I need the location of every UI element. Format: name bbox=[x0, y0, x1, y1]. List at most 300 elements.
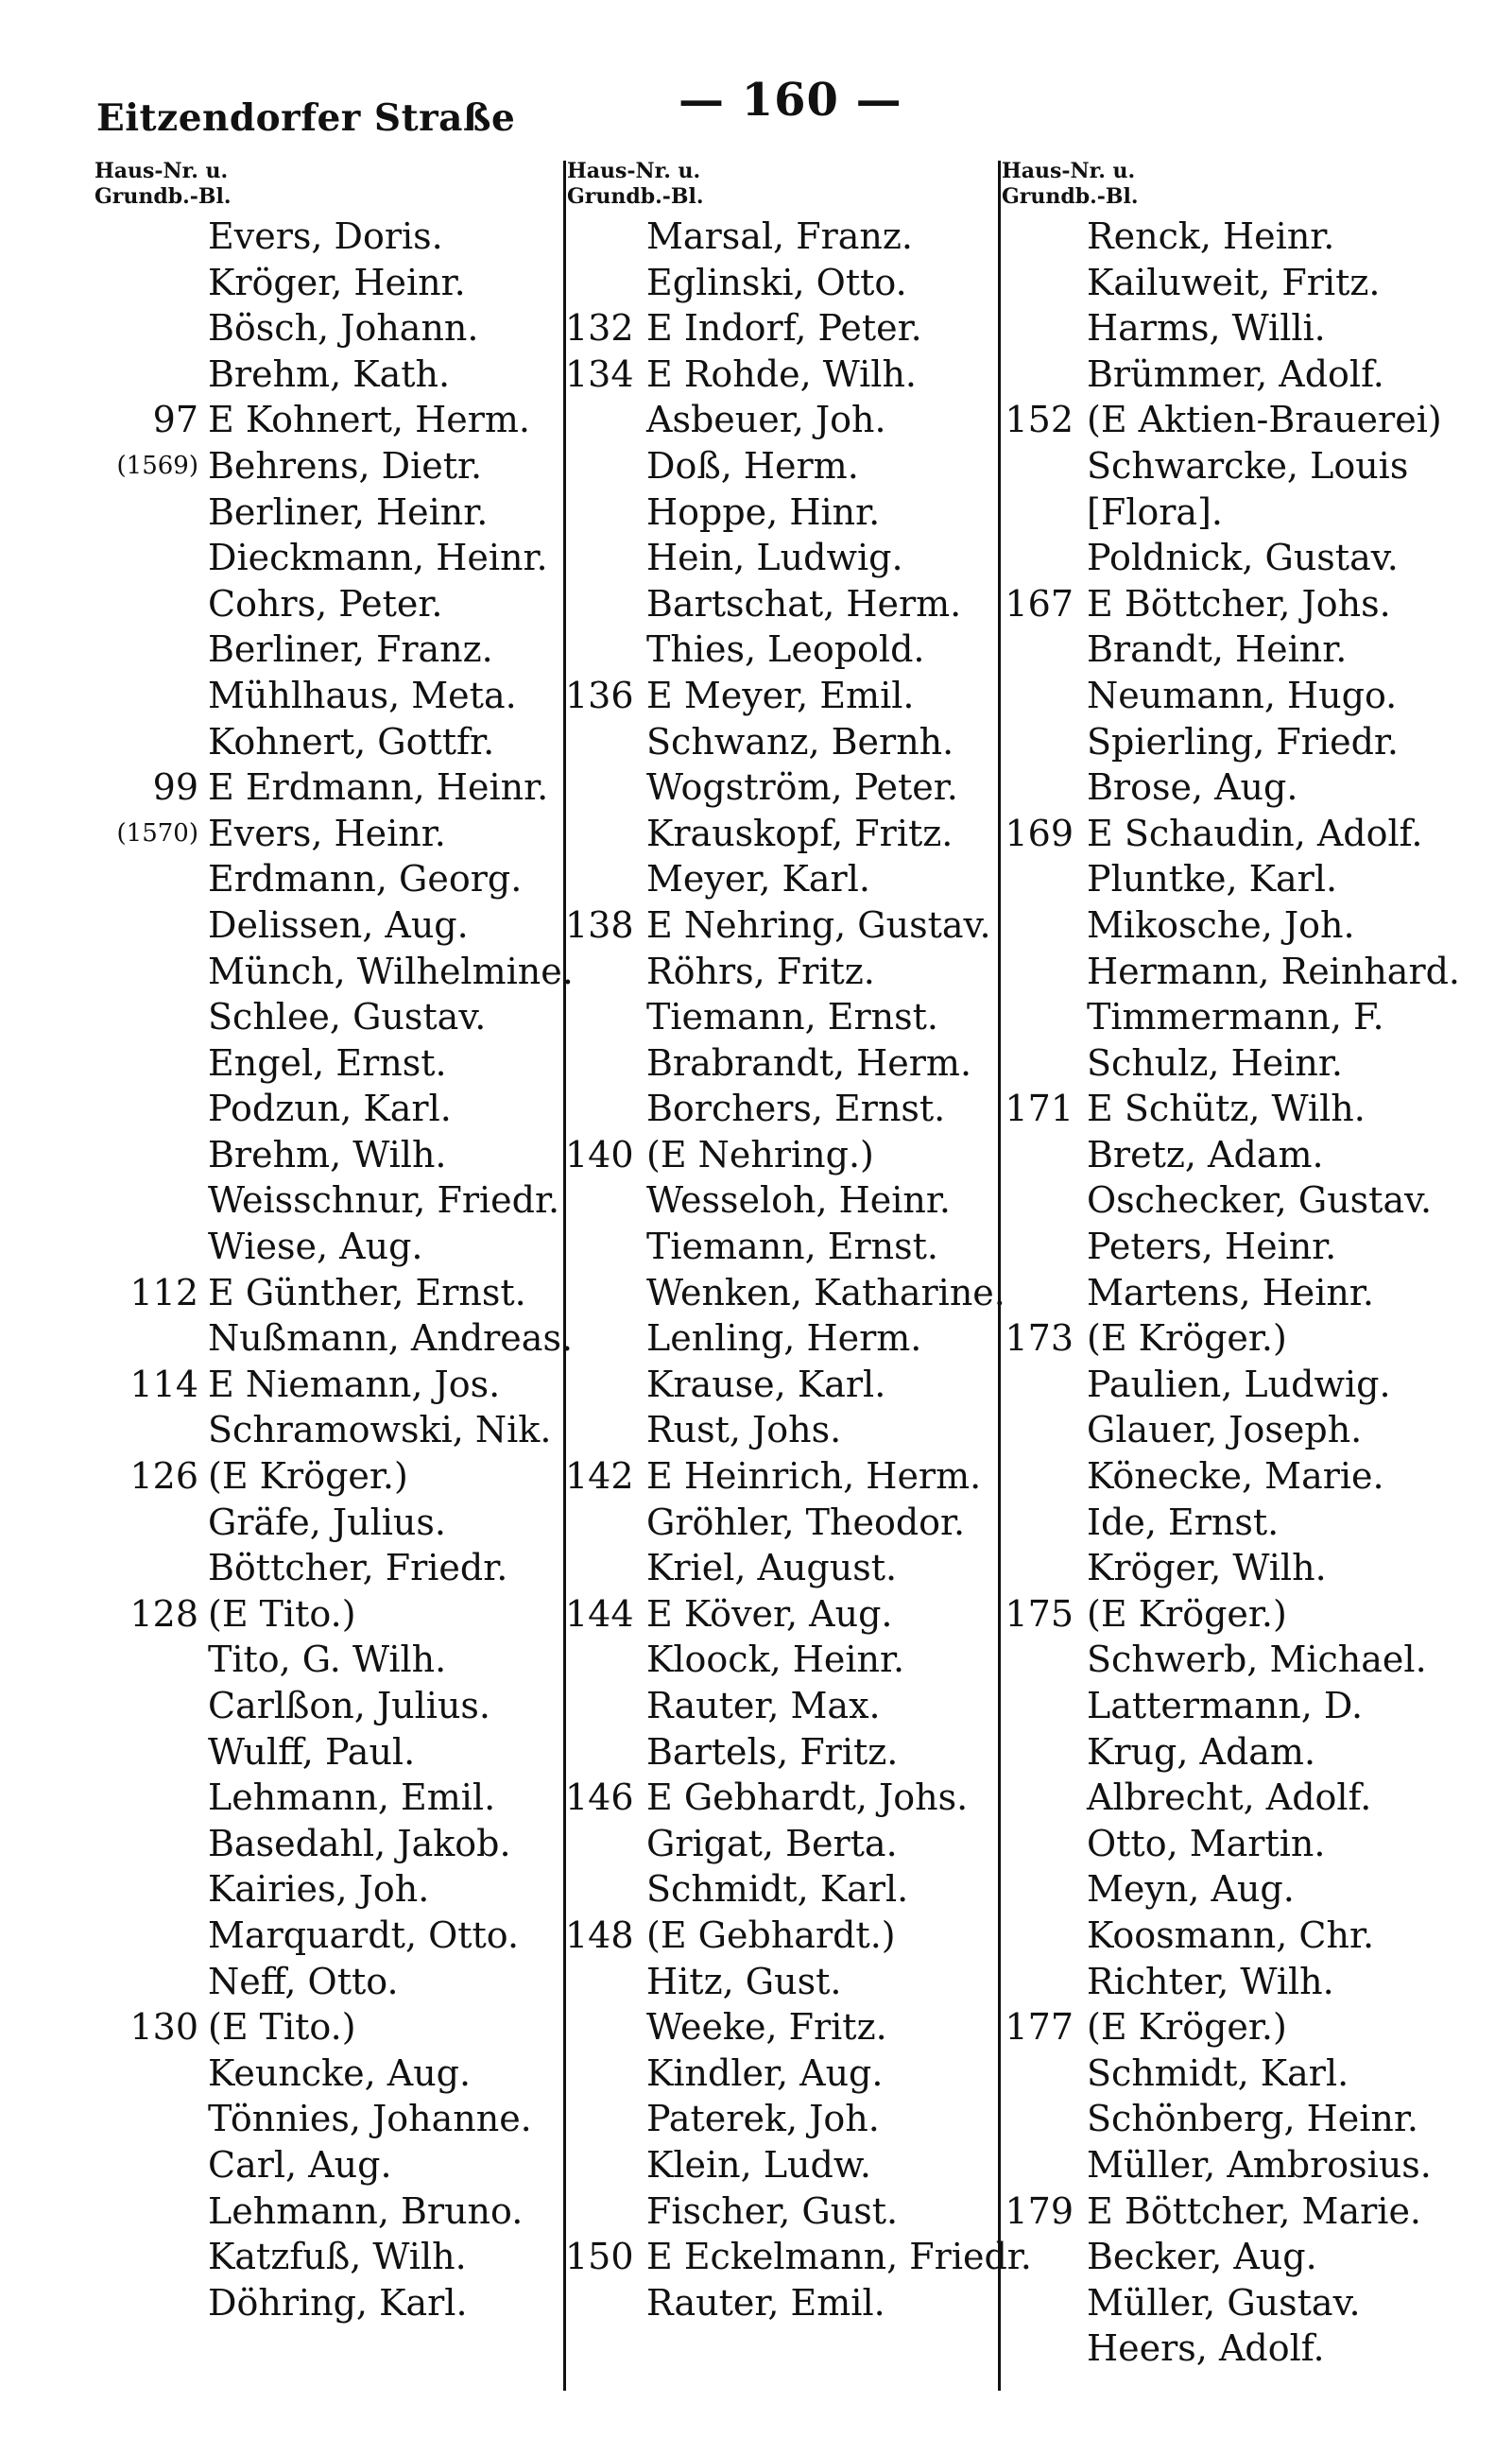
resident-name: Glauer, Joseph. bbox=[1087, 1409, 1363, 1451]
directory-entry bbox=[93, 535, 565, 581]
resident-name: Hein, Ludwig. bbox=[646, 537, 903, 579]
resident-name: Schmidt, Karl. bbox=[1087, 2051, 1349, 2094]
house-number: 140 bbox=[565, 1133, 634, 1176]
directory-entry bbox=[565, 1315, 1000, 1362]
resident-name: Peters, Heinr. bbox=[1087, 1226, 1337, 1268]
directory-entry bbox=[1000, 581, 1472, 627]
resident-name: Kohnert, Gottfr. bbox=[208, 720, 495, 763]
house-number: 99 bbox=[152, 766, 198, 809]
resident-name: Evers, Doris. bbox=[208, 215, 443, 257]
directory-entry bbox=[93, 1086, 565, 1132]
directory-entry bbox=[565, 1913, 1000, 1959]
resident-name: Schwanz, Bernh. bbox=[646, 720, 954, 763]
house-number: 138 bbox=[565, 903, 634, 946]
resident-name: Münch, Wilhelmine. bbox=[208, 950, 574, 992]
directory-entry bbox=[93, 1132, 565, 1178]
entry-list bbox=[565, 214, 1032, 2325]
resident-name: Albrecht, Adolf. bbox=[1087, 1776, 1372, 1819]
directory-entry bbox=[1000, 1545, 1472, 1591]
resident-name: Tiemann, Ernst. bbox=[646, 1226, 939, 1268]
house-number: 112 bbox=[129, 1271, 198, 1313]
directory-entry bbox=[565, 1040, 1000, 1087]
directory-entry bbox=[565, 1591, 1000, 1638]
directory-entry bbox=[565, 1959, 1000, 2005]
directory-entry bbox=[1000, 352, 1472, 398]
directory-entry bbox=[93, 581, 565, 627]
directory-entry bbox=[1000, 811, 1472, 857]
resident-name: Martens, Heinr. bbox=[1087, 1271, 1374, 1313]
directory-entry bbox=[1000, 764, 1472, 811]
directory-entry bbox=[565, 2142, 1000, 2188]
resident-name: (E Nehring.) bbox=[646, 1133, 874, 1176]
resident-name: Timmermann, F. bbox=[1087, 996, 1384, 1038]
directory-entry bbox=[565, 1683, 1000, 1729]
resident-name: Brandt, Heinr. bbox=[1087, 628, 1348, 671]
directory-entry bbox=[93, 1453, 565, 1500]
resident-name: E Erdmann, Heinr. bbox=[208, 766, 549, 809]
resident-name: Krause, Karl. bbox=[646, 1363, 886, 1405]
directory-entry bbox=[1000, 2004, 1472, 2051]
directory-entry bbox=[565, 902, 1000, 949]
directory-entry bbox=[93, 1913, 565, 1959]
directory-entry bbox=[1000, 1775, 1472, 1821]
house-number: 175 bbox=[1005, 1592, 1074, 1635]
directory-entry bbox=[1000, 1453, 1472, 1500]
resident-name: Brehm, Kath. bbox=[208, 352, 451, 395]
resident-name: Wiese, Aug. bbox=[208, 1226, 423, 1268]
resident-name: Schlee, Gustav. bbox=[208, 996, 487, 1038]
directory-entry bbox=[565, 2096, 1000, 2142]
directory-entry bbox=[93, 214, 565, 260]
resident-name: Kindler, Aug. bbox=[646, 2051, 884, 2094]
directory-entry bbox=[93, 811, 565, 857]
directory-entry bbox=[93, 489, 565, 536]
resident-name: Bartels, Fritz. bbox=[646, 1730, 899, 1773]
directory-entry bbox=[1000, 1959, 1472, 2005]
directory-entry bbox=[93, 902, 565, 949]
house-number: 146 bbox=[565, 1776, 634, 1819]
resident-name: Doß, Herm. bbox=[646, 444, 859, 487]
resident-name: E Gebhardt, Johs. bbox=[646, 1776, 969, 1819]
column-header-line: Grundb.-Bl. bbox=[567, 184, 704, 209]
directory-entry bbox=[93, 1637, 565, 1683]
directory-entry bbox=[565, 1775, 1000, 1821]
resident-name: E Schaudin, Adolf. bbox=[1087, 812, 1423, 854]
resident-name: Schramowski, Nik. bbox=[208, 1409, 552, 1451]
resident-name: Heers, Adolf. bbox=[1087, 2327, 1325, 2370]
house-number: 132 bbox=[565, 307, 634, 350]
directory-entry bbox=[93, 1270, 565, 1316]
entry-list bbox=[1000, 214, 1472, 2372]
resident-name: Richter, Wilh. bbox=[1087, 1960, 1334, 2002]
directory-entry bbox=[1000, 1407, 1472, 1453]
resident-name: (E Kröger.) bbox=[208, 1455, 408, 1498]
resident-name: (E Kröger.) bbox=[1087, 1592, 1287, 1635]
resident-name: E Nehring, Gustav. bbox=[646, 903, 991, 946]
directory-entry bbox=[93, 1775, 565, 1821]
resident-name: Schönberg, Heinr. bbox=[1087, 2098, 1418, 2140]
resident-name: Ide, Ernst. bbox=[1087, 1501, 1280, 1543]
resident-name: Kairies, Joh. bbox=[208, 1868, 430, 1911]
resident-name: Neumann, Hugo. bbox=[1087, 674, 1398, 716]
resident-name: E Böttcher, Johs. bbox=[1087, 582, 1391, 625]
directory-entry bbox=[1000, 1224, 1472, 1270]
resident-name: E Böttcher, Marie. bbox=[1087, 2189, 1422, 2232]
directory-entry bbox=[565, 1132, 1000, 1178]
resident-name: Könecke, Marie. bbox=[1087, 1455, 1384, 1498]
house-number: 179 bbox=[1005, 2189, 1074, 2232]
directory-entry bbox=[1000, 1040, 1472, 1087]
column-header bbox=[1000, 159, 1472, 214]
directory-entry bbox=[565, 856, 1000, 902]
resident-name: Wogström, Peter. bbox=[646, 766, 958, 809]
house-number: 114 bbox=[129, 1363, 198, 1405]
house-number: 128 bbox=[129, 1592, 198, 1635]
directory-entry bbox=[565, 2051, 1000, 2097]
resident-name: Berliner, Franz. bbox=[208, 628, 493, 671]
directory-entry bbox=[565, 2280, 1000, 2326]
resident-name: Nußmann, Andreas. bbox=[208, 1317, 574, 1360]
resident-name: Poldnick, Gustav. bbox=[1087, 537, 1399, 579]
resident-name: Koosmann, Chr. bbox=[1087, 1913, 1375, 1956]
directory-entry bbox=[93, 2188, 565, 2235]
resident-name: Lehmann, Bruno. bbox=[208, 2189, 524, 2232]
directory-entry bbox=[1000, 673, 1472, 719]
directory-entry bbox=[93, 1683, 565, 1729]
resident-name: Schmidt, Karl. bbox=[646, 1868, 909, 1911]
resident-name: Harms, Willi. bbox=[1087, 307, 1326, 350]
resident-name: Renck, Heinr. bbox=[1087, 215, 1335, 257]
directory-entry bbox=[93, 949, 574, 995]
resident-name: Gröhler, Theodor. bbox=[646, 1501, 966, 1543]
directory-entry bbox=[93, 994, 565, 1040]
resident-name: Meyn, Aug. bbox=[1087, 1868, 1295, 1911]
directory-entry bbox=[1000, 1132, 1472, 1178]
directory-entry bbox=[1000, 2188, 1472, 2235]
directory-entry bbox=[1000, 2142, 1472, 2188]
directory-entry bbox=[1000, 305, 1472, 352]
resident-name: Tito, G. Wilh. bbox=[208, 1639, 447, 1681]
directory-entry bbox=[1000, 1637, 1472, 1683]
resident-name: E Indorf, Peter. bbox=[646, 307, 922, 350]
resident-name: Hitz, Gust. bbox=[646, 1960, 842, 2002]
directory-entry bbox=[565, 1866, 1000, 1913]
directory-entry bbox=[565, 305, 1000, 352]
resident-name: E Günther, Ernst. bbox=[208, 1271, 526, 1313]
street-name: Eitzendorfer Straße bbox=[96, 96, 516, 140]
resident-name: Asbeuer, Joh. bbox=[646, 399, 886, 441]
resident-name: Weeke, Fritz. bbox=[646, 2006, 887, 2049]
directory-entry bbox=[93, 1224, 565, 1270]
resident-name: Brehm, Wilh. bbox=[208, 1133, 447, 1176]
resident-name: Mikosche, Joh. bbox=[1087, 903, 1355, 946]
house-number: (1570) bbox=[116, 818, 198, 848]
column-header bbox=[93, 159, 565, 214]
resident-name: E Kohnert, Herm. bbox=[208, 399, 530, 441]
directory-entry bbox=[565, 1407, 1000, 1453]
directory-entry bbox=[1000, 1729, 1472, 1776]
resident-name: Basedahl, Jakob. bbox=[208, 1822, 511, 1864]
resident-name: Engel, Ernst. bbox=[208, 1041, 447, 1084]
resident-name: Marsal, Franz. bbox=[646, 215, 913, 257]
directory-entry bbox=[1000, 626, 1472, 673]
resident-name: Spierling, Friedr. bbox=[1087, 720, 1399, 763]
directory-entry bbox=[565, 673, 1000, 719]
directory-entry bbox=[1000, 2234, 1472, 2280]
resident-name: Becker, Aug. bbox=[1087, 2236, 1317, 2278]
directory-entry bbox=[1000, 2325, 1472, 2372]
directory-entry bbox=[93, 1362, 565, 1408]
directory-entry bbox=[93, 2280, 565, 2326]
resident-name: Kailuweit, Fritz. bbox=[1087, 261, 1381, 303]
resident-name: Tiemann, Ernst. bbox=[646, 996, 939, 1038]
directory-entry bbox=[1000, 2051, 1472, 2097]
house-number: 150 bbox=[565, 2236, 634, 2278]
directory-entry bbox=[565, 1224, 1000, 1270]
directory-entry bbox=[565, 1500, 1000, 1546]
directory-entry bbox=[93, 2234, 565, 2280]
directory-entry bbox=[93, 2051, 565, 2097]
house-number: 152 bbox=[1005, 399, 1074, 441]
resident-name: Brose, Aug. bbox=[1087, 766, 1298, 809]
directory-entry bbox=[93, 1545, 565, 1591]
resident-name: Evers, Heinr. bbox=[208, 812, 446, 854]
resident-name: Brabrandt, Herm. bbox=[646, 1041, 972, 1084]
resident-name: Erdmann, Georg. bbox=[208, 858, 523, 901]
resident-name: Kloock, Heinr. bbox=[646, 1639, 905, 1681]
resident-name: Tönnies, Johanne. bbox=[208, 2098, 532, 2140]
resident-name: Behrens, Dietr. bbox=[208, 444, 483, 487]
house-number: 167 bbox=[1005, 582, 1074, 625]
directory-entry bbox=[565, 443, 1000, 489]
resident-name: Schwarcke, Louis bbox=[1087, 444, 1409, 487]
resident-name: E Niemann, Jos. bbox=[208, 1363, 501, 1405]
resident-name: Weisschnur, Friedr. bbox=[208, 1179, 560, 1222]
directory-entry bbox=[1000, 949, 1472, 995]
entry-list bbox=[93, 214, 574, 2325]
directory-entry bbox=[93, 1407, 565, 1453]
resident-name: Lenling, Herm. bbox=[646, 1317, 922, 1360]
resident-name: Carl, Aug. bbox=[208, 2143, 392, 2186]
directory-entry bbox=[565, 535, 1000, 581]
directory-entry bbox=[1000, 1086, 1472, 1132]
directory-entry bbox=[1000, 1362, 1472, 1408]
resident-name: E Schütz, Wilh. bbox=[1087, 1088, 1366, 1130]
directory-entry bbox=[565, 811, 1000, 857]
resident-name: Oschecker, Gustav. bbox=[1087, 1179, 1433, 1222]
resident-name: Müller, Ambrosius. bbox=[1087, 2143, 1432, 2186]
resident-name: Wenken, Katharine. bbox=[646, 1271, 1005, 1313]
house-number: 134 bbox=[565, 352, 634, 395]
directory-entry bbox=[1000, 1683, 1472, 1729]
resident-name: Mühlhaus, Meta. bbox=[208, 674, 517, 716]
directory-entry bbox=[1000, 1866, 1472, 1913]
directory-entry bbox=[565, 1729, 1000, 1776]
resident-name: Bartschat, Herm. bbox=[646, 582, 962, 625]
resident-name: Krauskopf, Fritz. bbox=[646, 812, 954, 854]
directory-entry bbox=[1000, 443, 1472, 489]
resident-name: Döhring, Karl. bbox=[208, 2281, 468, 2324]
resident-name: (E Kröger.) bbox=[1087, 1317, 1287, 1360]
directory-entry bbox=[1000, 1270, 1472, 1316]
resident-name: Lattermann, D. bbox=[1087, 1685, 1364, 1726]
directory-entry bbox=[565, 2234, 1032, 2280]
column-header bbox=[565, 159, 1000, 214]
resident-name: Delissen, Aug. bbox=[208, 903, 469, 946]
resident-name: Rauter, Emil. bbox=[646, 2281, 885, 2324]
directory-entry bbox=[93, 673, 565, 719]
directory-column bbox=[1000, 159, 1472, 2427]
resident-name: Pluntke, Karl. bbox=[1087, 858, 1338, 901]
directory-entry bbox=[1000, 719, 1472, 765]
directory-entry bbox=[93, 1591, 565, 1638]
directory-entry bbox=[565, 1086, 1000, 1132]
resident-name: Schwerb, Michael. bbox=[1087, 1639, 1427, 1681]
directory-entry bbox=[565, 352, 1000, 398]
resident-name: (E Gebhardt.) bbox=[646, 1913, 896, 1956]
directory-entry bbox=[1000, 1913, 1472, 1959]
house-number: 171 bbox=[1005, 1088, 1074, 1130]
directory-entry bbox=[565, 719, 1000, 765]
house-number: 136 bbox=[565, 674, 634, 716]
resident-name: Paterek, Joh. bbox=[646, 2098, 880, 2140]
directory-entry bbox=[1000, 2096, 1472, 2142]
directory-entry bbox=[565, 581, 1000, 627]
directory-column bbox=[565, 159, 1032, 2427]
resident-name: E Rohde, Wilh. bbox=[646, 352, 918, 395]
directory-entry bbox=[1000, 856, 1472, 902]
resident-name: Carlßon, Julius. bbox=[208, 1685, 491, 1726]
resident-name: Otto, Martin. bbox=[1087, 1822, 1326, 1864]
directory-entry bbox=[93, 719, 565, 765]
house-number: 177 bbox=[1005, 2006, 1074, 2049]
directory-entry bbox=[93, 764, 565, 811]
directory-entry bbox=[93, 1866, 565, 1913]
resident-name: Rauter, Max. bbox=[646, 1685, 881, 1726]
directory-entry bbox=[565, 2004, 1000, 2051]
directory-entry bbox=[565, 1453, 1000, 1500]
resident-name: Hermann, Reinhard. bbox=[1087, 950, 1461, 992]
house-number: 97 bbox=[152, 399, 198, 441]
resident-name: E Eckelmann, Friedr. bbox=[646, 2236, 1032, 2278]
resident-name: E Meyer, Emil. bbox=[646, 674, 915, 716]
directory-entry bbox=[93, 1729, 565, 1776]
directory-entry bbox=[565, 214, 1000, 260]
resident-name: Grigat, Berta. bbox=[646, 1822, 898, 1864]
house-number: (1569) bbox=[116, 451, 198, 480]
resident-name: (E Aktien-Brauerei) bbox=[1087, 399, 1442, 441]
column-header-line: Haus-Nr. u. bbox=[94, 159, 229, 183]
directory-entry bbox=[93, 1821, 565, 1867]
resident-name: Neff, Otto. bbox=[208, 1960, 399, 2002]
directory-entry bbox=[1000, 1591, 1472, 1638]
column-header-line: Haus-Nr. u. bbox=[1002, 159, 1136, 183]
house-number: 173 bbox=[1005, 1317, 1074, 1360]
resident-name: Brümmer, Adolf. bbox=[1087, 352, 1384, 395]
resident-name: Marquardt, Otto. bbox=[208, 1913, 520, 1956]
directory-entry bbox=[1000, 535, 1472, 581]
column-header-line: Grundb.-Bl. bbox=[94, 184, 232, 209]
directory-entry bbox=[93, 260, 565, 306]
directory-entry bbox=[1000, 1500, 1472, 1546]
directory-entry bbox=[93, 1315, 574, 1362]
directory-entry bbox=[1000, 902, 1472, 949]
house-number: 130 bbox=[129, 2006, 198, 2049]
resident-name: E Köver, Aug. bbox=[646, 1592, 893, 1635]
resident-name: Wesseloh, Heinr. bbox=[646, 1179, 951, 1222]
resident-name: Müller, Gustav. bbox=[1087, 2281, 1361, 2324]
directory-entry bbox=[93, 1500, 565, 1546]
directory-entry bbox=[93, 1959, 565, 2005]
resident-name: Lehmann, Emil. bbox=[208, 1776, 496, 1819]
house-number: 144 bbox=[565, 1592, 634, 1635]
resident-name: Bösch, Johann. bbox=[208, 307, 479, 350]
resident-name: (E Tito.) bbox=[208, 2006, 356, 2049]
directory-entry bbox=[1000, 1821, 1472, 1867]
directory-entry bbox=[565, 994, 1000, 1040]
directory-entry bbox=[1000, 260, 1472, 306]
directory-entry bbox=[93, 2142, 565, 2188]
resident-name: Krug, Adam. bbox=[1087, 1730, 1316, 1773]
directory-entry bbox=[93, 2004, 565, 2051]
resident-name: Kröger, Wilh. bbox=[1087, 1547, 1327, 1589]
directory-entry bbox=[565, 949, 1000, 995]
directory-entry bbox=[1000, 1315, 1472, 1362]
resident-name: Cohrs, Peter. bbox=[208, 582, 443, 625]
resident-name: Bretz, Adam. bbox=[1087, 1133, 1324, 1176]
resident-name: Thies, Leopold. bbox=[646, 628, 925, 671]
resident-name: Hoppe, Hinr. bbox=[646, 490, 881, 533]
house-number: 148 bbox=[565, 1913, 634, 1956]
house-number: 169 bbox=[1005, 812, 1074, 854]
resident-name: Röhrs, Fritz. bbox=[646, 950, 875, 992]
directory-entry bbox=[1000, 994, 1472, 1040]
directory-entry bbox=[565, 1821, 1000, 1867]
directory-entry bbox=[1000, 1177, 1472, 1224]
resident-name: Klein, Ludw. bbox=[646, 2143, 871, 2186]
directory-entry bbox=[565, 397, 1000, 443]
house-number: 126 bbox=[129, 1455, 198, 1498]
directory-entry bbox=[93, 626, 565, 673]
directory-entry bbox=[565, 764, 1000, 811]
directory-entry bbox=[1000, 489, 1472, 536]
directory-entry bbox=[93, 856, 565, 902]
directory-entry bbox=[565, 2188, 1000, 2235]
directory-entry bbox=[93, 352, 565, 398]
directory-entry bbox=[565, 1270, 1005, 1316]
resident-name: Böttcher, Friedr. bbox=[208, 1547, 508, 1589]
resident-name: Kröger, Heinr. bbox=[208, 261, 466, 303]
page-header bbox=[0, 74, 1512, 159]
directory-entry bbox=[565, 260, 1000, 306]
resident-name: [Flora]. bbox=[1087, 490, 1223, 533]
resident-name: Eglinski, Otto. bbox=[646, 261, 907, 303]
resident-name: Borchers, Ernst. bbox=[646, 1088, 946, 1130]
directory-entry bbox=[93, 443, 565, 489]
directory-entry bbox=[93, 305, 565, 352]
resident-name: Berliner, Heinr. bbox=[208, 490, 489, 533]
resident-name: Podzun, Karl. bbox=[208, 1088, 452, 1130]
column-header-line: Haus-Nr. u. bbox=[567, 159, 701, 183]
directory-entry bbox=[565, 489, 1000, 536]
directory-entry bbox=[1000, 214, 1472, 260]
resident-name: Fischer, Gust. bbox=[646, 2189, 899, 2232]
resident-name: Rust, Johs. bbox=[646, 1409, 842, 1451]
directory-entry bbox=[565, 626, 1000, 673]
resident-name: Gräfe, Julius. bbox=[208, 1501, 446, 1543]
resident-name: (E Tito.) bbox=[208, 1592, 356, 1635]
resident-name: Keuncke, Aug. bbox=[208, 2051, 472, 2094]
